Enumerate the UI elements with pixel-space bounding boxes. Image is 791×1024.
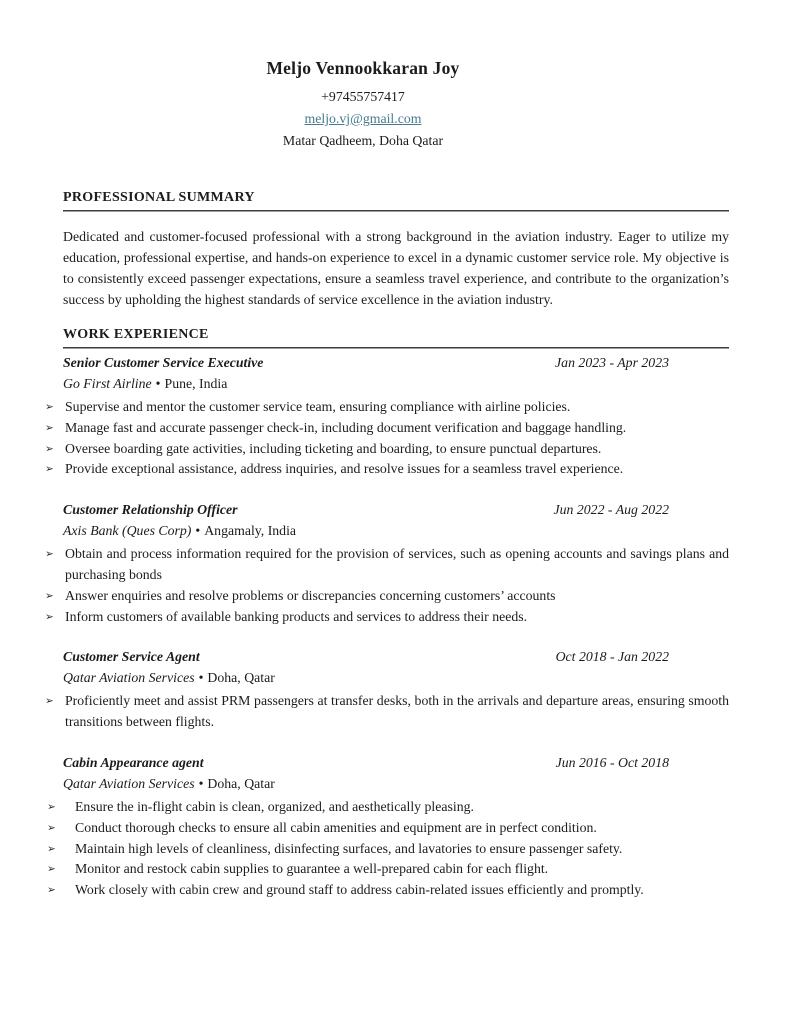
job-bullet-text: Answer enquiries and resolve problems or discrepancies concerning customers’ accounts [65,587,556,603]
arrow-bullet-icon: ➢ [45,589,54,602]
work-experience-section [45,326,729,901]
arrow-bullet-icon: ➢ [47,821,56,834]
email-link[interactable]: meljo.vj@gmail.com [304,111,422,126]
job-dates: Jun 2022 - Aug 2022 [553,502,669,518]
experience-heading: WORK EXPERIENCE [63,327,209,342]
job-bullet [45,397,729,418]
job-dates: Oct 2018 - Jan 2022 [555,649,669,665]
job-location: Angamaly, India [204,523,297,539]
company-name: Qatar Aviation Services [63,775,195,791]
resume-header [63,57,663,152]
arrow-bullet-icon: ➢ [47,800,56,813]
job-bullet-text: Maintain high levels of cleanliness, disinfecting surfaces, and lavatories to ensure passenger safety. [75,840,623,856]
job-bullet-text: Obtain and process information required for the provision of services, such as opening accounts and savings plans and purchasing bonds [65,546,729,582]
arrow-bullet-icon: ➢ [47,842,56,855]
job-bullet-text: Inform customers of available banking products and services to address their needs. [65,608,528,624]
job-title: Customer Relationship Officer [63,502,238,518]
job-bullet-text: Work closely with cabin crew and ground staff to address cabin-related issues efficiently and promptly. [75,882,644,898]
job-bullet [45,544,729,586]
job-bullet [47,818,729,839]
job-company-row [63,520,729,541]
job-dates: Jan 2023 - Apr 2023 [555,355,669,370]
job-bullet-text: Oversee boarding gate activities, including ticketing and boarding, to ensure punctual departures. [65,440,602,456]
arrow-bullet-icon: ➢ [47,863,56,876]
job-dates: Jun 2016 - Oct 2018 [555,754,669,770]
company-location-separator: • [155,376,161,391]
job-bullet [47,839,729,860]
job-bullet-list [45,397,729,480]
job-bullet-list [47,797,729,901]
arrow-bullet-icon: ➢ [45,442,54,455]
section-divider [63,210,729,212]
arrow-bullet-icon: ➢ [45,421,54,434]
job-bullet [45,439,729,460]
professional-summary-section [63,189,729,310]
job-bullet-text: Provide exceptional assistance, address inquiries, and resolve issues for a seamless travel experience. [65,461,624,477]
job-bullet [45,586,729,607]
job-bullet [45,459,729,480]
job-entry [45,500,729,627]
job-list [45,353,729,901]
job-bullet-text: Supervise and mentor the customer service team, ensuring compliance with airline policies. [65,399,571,414]
job-bullet [47,797,729,818]
job-bullet [47,880,729,901]
section-divider [63,347,729,349]
job-bullet-text: Proficiently meet and assist PRM passengers at transfer desks, both in the arrivals and departure areas, ensuring smooth transitions between flights. [65,693,729,730]
company-location-separator: • [198,670,204,686]
arrow-bullet-icon: ➢ [45,401,54,413]
arrow-bullet-icon: ➢ [45,548,54,561]
arrow-bullet-icon: ➢ [45,610,54,623]
job-bullet [47,859,729,880]
job-header-row [63,647,729,667]
job-header-row [63,353,729,373]
job-location: Doha, Qatar [207,670,275,686]
company-name: Qatar Aviation Services [63,670,195,686]
arrow-bullet-icon: ➢ [47,884,56,897]
job-header-row [63,753,729,773]
job-bullet-text: Monitor and restock cabin supplies to guarantee a well-prepared cabin for each flight. [75,861,549,877]
summary-heading: PROFESSIONAL SUMMARY [63,190,255,205]
job-bullet [45,418,729,439]
job-title: Cabin Appearance agent [63,754,204,770]
candidate-name: Meljo Vennookkaran Joy [266,58,460,78]
job-header-row [63,500,729,520]
job-bullet-text: Conduct thorough checks to ensure all cabin amenities and equipment are in perfect condition. [75,819,597,835]
arrow-bullet-icon: ➢ [45,463,54,476]
job-title: Customer Service Agent [63,649,200,665]
company-location-separator: • [198,775,204,791]
job-bullet [45,691,729,733]
job-bullet-text: Manage fast and accurate passenger check-in, including document verification and baggage handling. [65,419,627,435]
phone-number: +97455757417 [321,89,405,104]
job-entry [45,647,729,733]
job-location: Doha, Qatar [207,775,275,791]
job-location: Pune, India [164,376,228,391]
company-name: Axis Bank (Ques Corp) [63,523,192,539]
job-bullet-list [45,544,729,627]
job-entry [45,353,729,480]
job-entry [47,753,729,901]
job-title: Senior Customer Service Executive [63,355,264,370]
company-location-separator: • [195,523,201,539]
job-company-row [63,373,729,394]
job-company-row [63,773,729,794]
job-bullet [45,607,729,628]
company-name: Go First Airline [63,376,152,391]
job-company-row [63,667,729,688]
arrow-bullet-icon: ➢ [45,695,54,708]
job-bullet-list [45,691,729,733]
summary-paragraph: Dedicated and customer-focused professional with a strong background in the aviation industry. Eager to utilize my education, professional expertise, and hands-on experience to excel in a dynamic customer service role. My objective is to consistently exceed passenger expectations, ensure a seamless travel experience, and contribute to the organization’s success by upholding the highest standards of service excellence in the aviation industry. [63,229,729,307]
email-row [63,108,663,130]
job-bullet-text: Ensure the in-flight cabin is clean, organized, and aesthetically pleasing. [75,798,474,814]
address: Matar Qadheem, Doha Qatar [282,133,444,148]
